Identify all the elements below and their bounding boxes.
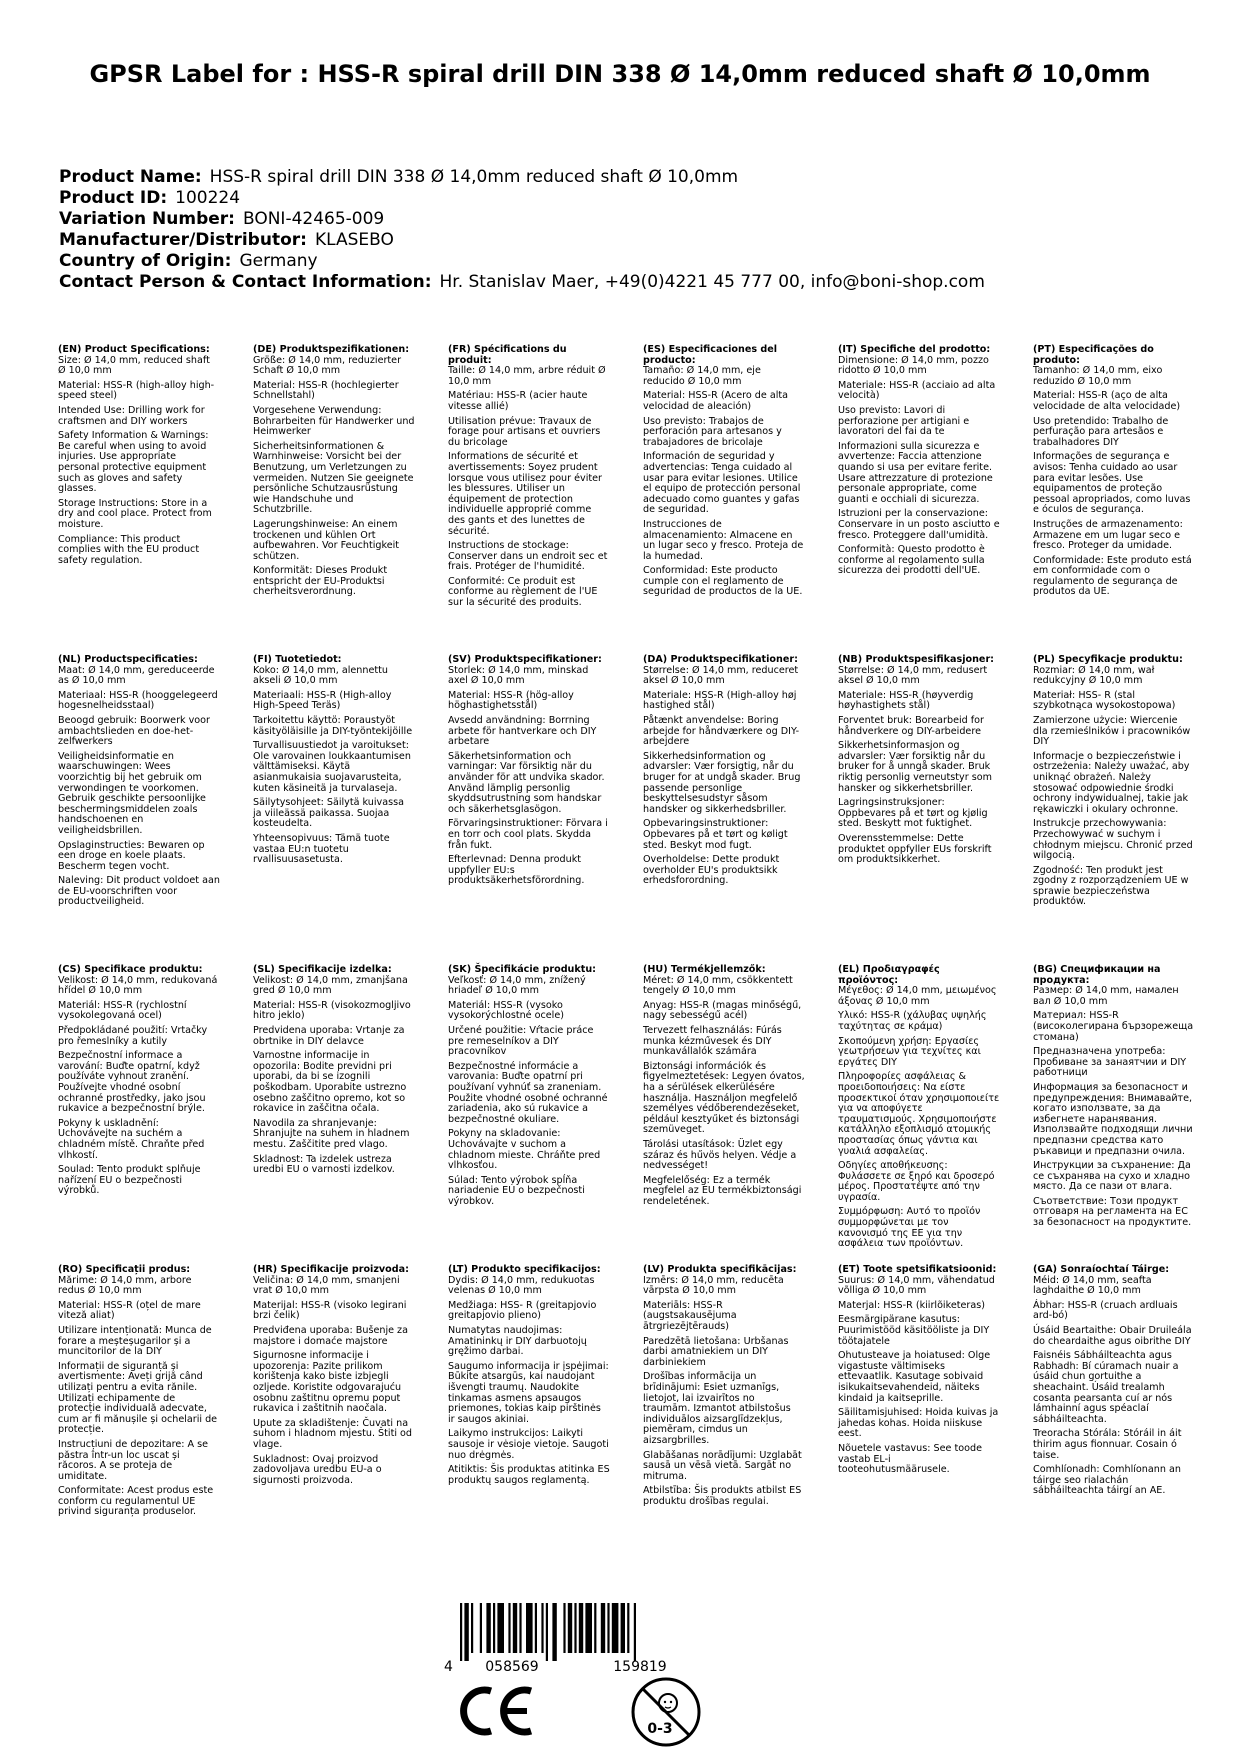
- barcode-bar: [634, 1603, 636, 1661]
- spec-paragraph: Úsáid Beartaithe: Obair Druileála do cheardaithe agus oibrithe DIY: [1033, 1324, 1192, 1347]
- language-heading: (CS) Specifikace produktu:: [58, 964, 203, 975]
- language-block: [1033, 965, 1195, 1233]
- spec-paragraph: Οδηγίες αποθήκευσης: Φυλάσσετε σε ξηρό και δροσερό μέρος. Προστατέψτε από την υγρασία.: [838, 1160, 995, 1203]
- spec-paragraph: Ohutusteave ja hoiatused: Olge vigastuste vältimiseks ettevaatlik. Kasutage sobivaid isikukaitsevahendeid, näiteks kindaid ja kaitseprille.: [838, 1350, 991, 1404]
- spec-paragraph: Atitiktis: Šis produktas atitinka ES produktų saugos reglamentą.: [448, 1464, 610, 1486]
- spec-paragraph: Eesmärgipärane kasutus: Puurimistööd käsitööliste ja DIY töötajatele: [838, 1314, 990, 1347]
- spec-paragraph: Instrucțiuni de depozitare: A se păstra într-un loc uscat și răcoros. A se proteja de umiditate.: [58, 1438, 209, 1482]
- ce-mark-icon: [457, 1683, 537, 1739]
- info-row: [59, 230, 1189, 251]
- language-block: [838, 345, 1000, 581]
- spec-paragraph: Velikost: Ø 14,0 mm, redukovaná hřídel Ø 10,0 mm: [58, 974, 218, 997]
- barcode-bar: [486, 1603, 490, 1653]
- spec-paragraph: Sikkerhedsinformation og advarsler: Vær forsigtig, når du bruger for at undgå skader. Brug passende personlige beskyttelsesudstyr såsom handsker og sikkerhedsbriller.: [643, 750, 801, 815]
- spec-paragraph: Conformità: Questo prodotto è conforme al regolamento sulla sicurezza dei prodotti dell'UE.: [838, 544, 985, 577]
- spec-paragraph: Material: HSS-R (Acero de alta velocidad de aleación): [643, 390, 789, 412]
- language-heading: (PT) Especificações do produto:: [1033, 344, 1154, 366]
- spec-paragraph: Materjal: HSS-R (kiirlõiketeras): [838, 1299, 985, 1311]
- barcode-digits-3: 159819: [613, 1659, 667, 1673]
- spec-paragraph: Rozmiar: Ø 14,0 mm, wał redukcyjny Ø 10,0 mm: [1033, 664, 1155, 687]
- spec-paragraph: Yhteensopivuus: Tämä tuote vastaa EU:n tuotetu rvallisuusasetusta.: [253, 832, 390, 866]
- barcode-bar: [546, 1603, 548, 1661]
- language-block: [1033, 1265, 1195, 1501]
- spec-paragraph: Treoracha Stórála: Stóráil in áit thirim agus fionnuar. Cosain ó taise.: [1033, 1428, 1182, 1461]
- spec-paragraph: Faisnéis Sábháilteachta agus Rabhadh: Bí cúramach nuair a úsáid chun gortuithe a sheachaint. Úsáid trealamh cosanta pearsanta cuí ar nós lámhainní agus spéaclaí sábháilteachta.: [1033, 1350, 1179, 1425]
- spec-paragraph: Bezpečnostní informace a varování: Buďte opatrní, když používáte vyhnout zranění. Používejte vhodné osobní ochranné prostředky, jako jsou rukavice a bezpečnostní brýle.: [58, 1050, 206, 1115]
- language-heading: (SV) Produktspecifikationer:: [448, 654, 602, 665]
- spec-paragraph: Инструкции за съхранение: Да се съхранява на сухо и хладно място. Да се пази от влага.: [1033, 1160, 1191, 1193]
- spec-paragraph: Instruções de armazenamento: Armazene em um lugar seco e fresco. Proteger da umidade.: [1033, 518, 1183, 552]
- spec-paragraph: Materiale: HSS-R (høyverdig høyhastighets stål): [838, 689, 974, 712]
- spec-paragraph: Material: HSS-R (hög-alloy höghastighetsstål): [448, 689, 574, 712]
- barcode-digits-2: 058569: [485, 1659, 539, 1673]
- spec-paragraph: Uso previsto: Trabajos de perforación para artesanos y trabajadores de bricolaje: [643, 415, 782, 448]
- spec-paragraph: Opslaginstructies: Bewaren op een droge en koele plaats. Bescherm tegen vocht.: [58, 839, 205, 872]
- spec-paragraph: Πληροφορίες ασφάλειας & προειδοποιήσεις: Να είστε προσεκτικοί όταν χρησιμοποιείτε για να αποφύγετε τραυματισμούς. Χρησιμοποιήστε κατάλληλο εξοπλισμό ατομικής προστασίας όπως γάντια και γυαλιά ασφαλείας.: [838, 1071, 1000, 1157]
- spec-paragraph: Tervezett felhasználás: Fúrás munka kézművesek és DIY munkavállalók számára: [643, 1024, 782, 1058]
- spec-paragraph: Materiaal: HSS-R (hooggelegeerd hogesnelheidsstaal): [58, 689, 218, 712]
- language-heading: (SL) Specifikacije izdelka:: [253, 964, 392, 975]
- spec-paragraph: Laikymo instrukcijos: Laikyti sausoje ir vėsioje vietoje. Saugoti nuo drėgmės.: [448, 1428, 609, 1461]
- spec-paragraph: Påtænkt anvendelse: Boring arbejde for håndværkere og DIY-arbejdere: [643, 714, 800, 748]
- spec-paragraph: Материал: HSS-R (високолегирана бързорежеща стомана): [1033, 1010, 1194, 1043]
- spec-paragraph: Materiāls: HSS-R (augstsakausējuma ātrgriezējtērauds): [643, 1299, 737, 1332]
- barcode-bar: [541, 1603, 543, 1653]
- language-block: [448, 345, 610, 613]
- spec-paragraph: Size: Ø 14,0 mm, reduced shaft Ø 10,0 mm: [58, 354, 210, 377]
- barcode-bar: [508, 1603, 510, 1653]
- spec-paragraph: Zamierzone użycie: Wiercenie dla rzemieślników i pracowników DIY: [1033, 714, 1191, 748]
- language-heading: (FI) Tuotetiedot:: [253, 654, 342, 665]
- spec-paragraph: Utilisation prévue: Travaux de forage pour artisans et ouvriers du bricolage: [448, 415, 601, 448]
- spec-paragraph: Informations de sécurité et avertissements: Soyez prudent lorsque vous utilisez pour éviter les blessures. Utiliser un équipement de protection individuelle approprié comme des gants et des lunettes de sécurité.: [448, 451, 602, 537]
- spec-paragraph: Conformité: Ce produit est conforme au règlement de l'UE sur la sécurité des produits.: [448, 575, 598, 609]
- barcode-bar: [480, 1603, 482, 1653]
- language-heading: (GA) Sonraíochtaí Táirge:: [1033, 1264, 1170, 1275]
- language-block: [58, 345, 220, 570]
- barcode-bar: [612, 1603, 619, 1653]
- spec-paragraph: Förvaringsinstruktioner: Förvara i en torr och cool plats. Skydda från fukt.: [448, 818, 608, 851]
- language-heading: (LV) Produkta specifikācijas:: [643, 1264, 797, 1275]
- language-block: [253, 1265, 415, 1490]
- spec-paragraph: Conformidad: Este producto cumple con el reglamento de seguridad de productos de la UE.: [643, 565, 803, 598]
- language-heading: (EL) Προδιαγραφές προϊόντος:: [838, 964, 940, 986]
- language-block: [643, 1265, 805, 1511]
- spec-paragraph: Storage Instructions: Store in a dry and cool place. Protect from moisture.: [58, 497, 212, 530]
- spec-paragraph: Matériau: HSS-R (acier haute vitesse allié): [448, 390, 588, 412]
- spec-paragraph: Información de seguridad y advertencias: Tenga cuidado al usar para evitar lesiones. Utilice el equipo de protección personal adecuado como guantes y gafas de seguridad.: [643, 451, 801, 516]
- spec-paragraph: Ábhar: HSS-R (cruach ardluais ard-bó): [1033, 1299, 1178, 1322]
- language-heading: (LT) Produkto specifikacijos:: [448, 1264, 601, 1275]
- spec-paragraph: Izmērs: Ø 14,0 mm, reducēta vārpsta Ø 10,0 mm: [643, 1274, 784, 1297]
- spec-paragraph: Sikkerhetsinformasjon og advarsler: Vær forsiktig når du bruker for å unngå skader. Bruk riktig personlig verneutstyr som hansker og sikkerhetsbriller.: [838, 740, 992, 794]
- language-heading: (HR) Specifikacije proizvoda:: [253, 1264, 409, 1275]
- language-block: [448, 1265, 610, 1490]
- spec-paragraph: Uso pretendido: Trabalho de perfuração para artesãos e trabalhadores DIY: [1033, 415, 1169, 448]
- spec-paragraph: Sukladnost: Ovaj proizvod zadovoljava uredbu EU-a o sigurnosti proizvoda.: [253, 1453, 382, 1486]
- spec-paragraph: Instrukcje przechowywania: Przechowywać w suchym i chłodnym miejscu. Chronić przed wilgocią.: [1033, 818, 1193, 862]
- spec-paragraph: Méid: Ø 14,0 mm, seafta laghdaithe Ø 10,0 mm: [1033, 1274, 1152, 1297]
- info-label: Contact Person & Contact Information:: [59, 272, 432, 292]
- page-title: GPSR Label for : HSS-R spiral drill DIN 338 Ø 14,0mm reduced shaft Ø 10,0mm: [89, 60, 1151, 88]
- spec-paragraph: Lagerungshinweise: An einem trockenen und kühlen Ort aufbewahren. Vor Feuchtigkeit schützen.: [253, 518, 400, 562]
- spec-paragraph: Materiale: HSS-R (High-alloy høj hastighed stål): [643, 689, 797, 712]
- spec-paragraph: Materiał: HSS- R (stal szybkotnąca wysokostopowa): [1033, 689, 1176, 712]
- info-value: HSS-R spiral drill DIN 338 Ø 14,0mm reduced shaft Ø 10,0mm: [209, 167, 739, 187]
- language-heading: (FR) Spécifications du produit:: [448, 344, 567, 366]
- language-block: [253, 655, 415, 870]
- spec-paragraph: Glabāšanas norādījumi: Uzglabāt sausā un vēsā vietā. Sargāt no mitruma.: [643, 1449, 802, 1482]
- spec-paragraph: Turvallisuustiedot ja varoitukset: Ole varovainen loukkaantumisen välttämiseksi. Käytä asianmukaisia suojavarusteita, kuten käsineitä ja turvalaseja.: [253, 740, 411, 794]
- spec-paragraph: Materiál: HSS-R (vysoko vysokorýchlostné ocele): [448, 999, 564, 1022]
- spec-paragraph: Upute za skladištenje: Čuvati na suhom i hladnom mjestu. Štiti od vlage.: [253, 1417, 413, 1450]
- language-heading: (DA) Produktspecifikationer:: [643, 654, 798, 665]
- language-heading: (SK) Špecifikácie produktu:: [448, 964, 597, 975]
- barcode-bar: [519, 1603, 521, 1653]
- info-label: Country of Origin:: [59, 251, 232, 271]
- spec-paragraph: Predviđena uporaba: Bušenje za majstore i domaće majstore: [253, 1324, 408, 1347]
- language-block: [448, 655, 610, 891]
- spec-paragraph: Navodila za shranjevanje: Shranjujte na suhem in hladnem mestu. Zaščitite pred vlago.: [253, 1117, 410, 1150]
- spec-paragraph: Instructions de stockage: Conserver dans un endroit sec et frais. Protéger de l'humidité.: [448, 540, 608, 573]
- spec-paragraph: Material: HSS-R (high-alloy high-speed steel): [58, 379, 215, 402]
- spec-paragraph: Veľkosť: Ø 14,0 mm, znížený hriadeľ Ø 10,0 mm: [448, 974, 586, 997]
- spec-paragraph: Größe: Ø 14,0 mm, reduzierter Schaft Ø 10,0 mm: [253, 354, 402, 377]
- language-heading: (DE) Produktspezifikationen:: [253, 344, 410, 355]
- language-block: [838, 1265, 1000, 1480]
- spec-paragraph: Safety Information & Warnings: Be careful when using to avoid injuries. Use appropriate personal protective equipment such as gloves and safety glasses.: [58, 430, 209, 495]
- spec-paragraph: Informații de siguranță și avertismente: Aveți grijă când utilizați pentru a evita rănile. Utilizați echipamente de protecție individuală adecvate, cum ar fi mănușile și ochelarii de protecție.: [58, 1360, 218, 1436]
- spec-paragraph: Säilitamisjuhised: Hoida kuivas ja jahedas kohas. Hoida niiskuse eest.: [838, 1407, 999, 1440]
- spec-paragraph: Sigurnosne informacije i upozorenja: Pazite prilikom korištenja kako biste izbjegli ozljede. Koristite odgovarajuću osobnu zaštitnu opremu poput rukavica i zaštitnih naočala.: [253, 1350, 402, 1415]
- spec-paragraph: Storlek: Ø 14,0 mm, minskad axel Ø 10,0 mm: [448, 664, 589, 687]
- info-value: Hr. Stanislav Maer, +49(0)4221 45 777 00, info@boni-shop.com: [439, 272, 985, 292]
- barcode-bar: [574, 1603, 576, 1653]
- barcode-bar: [607, 1603, 609, 1653]
- info-row: [59, 251, 1189, 272]
- info-label: Product Name:: [59, 167, 202, 187]
- language-block: [253, 345, 415, 602]
- spec-paragraph: Megfelelőség: Ez a termék megfelel az EU termékbiztonsági rendeletének.: [643, 1174, 802, 1207]
- not-for-children-0-3-icon: [630, 1676, 702, 1748]
- barcode-bar: [493, 1603, 495, 1653]
- spec-paragraph: Zgodność: Ten produkt jest zgodny z rozporządzeniem UE w sprawie bezpieczeństwa produktów.: [1033, 864, 1189, 908]
- spec-paragraph: Informazioni sulla sicurezza e avvertenze: Faccia attenzione quando si usa per evitare ferite. Usare attrezzature di protezione personale appropriate, come guanti e occhiali di sicurezza.: [838, 440, 993, 505]
- language-heading: (IT) Specifiche del prodotto:: [838, 344, 991, 355]
- language-block: [838, 965, 1000, 1254]
- language-heading: (ES) Especificaciones del producto:: [643, 344, 778, 366]
- spec-paragraph: Informacje o bezpieczeństwie i ostrzeżenia: Należy uważać, aby uniknąć obrażeń. Należy stosować odpowiednie środki ochrony indywidualnej, takie jak rękawiczki i okulary ochronne.: [1033, 750, 1190, 815]
- product-info: [59, 167, 1189, 293]
- spec-paragraph: Určené použitie: Vŕtacie práce pre remeselníkov a DIY pracovníkov: [448, 1024, 594, 1058]
- spec-paragraph: Beoogd gebruik: Boorwerk voor ambachtslieden en doe-het-zelfwerkers: [58, 714, 210, 748]
- spec-paragraph: Suurus: Ø 14,0 mm, vähendatud võlliga Ø 10,0 mm: [838, 1274, 995, 1297]
- spec-paragraph: Tarkoitettu käyttö: Poraustyöt käsityöläisille ja DIY-työntekijöille: [253, 714, 413, 737]
- language-heading: (PL) Specyfikacje produktu:: [1033, 654, 1183, 665]
- language-heading: (RO) Specificații produs:: [58, 1264, 191, 1275]
- spec-paragraph: Comhlíonadh: Comhlíonann an táirge seo rialachán sábháilteachta táirgí an AE.: [1033, 1464, 1181, 1497]
- spec-paragraph: Předpokládané použití: Vrtačky pro řemeslníky a kutily: [58, 1024, 208, 1047]
- spec-paragraph: Mărime: Ø 14,0 mm, arbore redus Ø 10,0 mm: [58, 1274, 192, 1297]
- spec-paragraph: Dimensione: Ø 14,0 mm, pozzo ridotto Ø 10,0 mm: [838, 354, 989, 377]
- language-block: [1033, 345, 1195, 602]
- barcode-bar: [601, 1603, 605, 1653]
- language-heading: (ET) Toote spetsifikatsioonid:: [838, 1264, 997, 1275]
- info-value: KLASEBO: [314, 230, 394, 250]
- spec-paragraph: Varnostne informacije in opozorila: Bodite previdni pri uporabi, da bi se izognili poškodbam. Uporabite ustrezno osebno zaščitno opremo, kot so rokavice in zaščitna očala.: [253, 1050, 407, 1115]
- info-row: [59, 167, 1189, 188]
- spec-paragraph: Opbevaringsinstruktioner: Opbevares på et tørt og køligt sted. Beskyt mod fugt.: [643, 818, 788, 851]
- barcode-bar: [535, 1603, 537, 1653]
- spec-paragraph: Material: HSS-R (visokozmogljivo hitro jeklo): [253, 999, 411, 1022]
- spec-paragraph: Efterlevnad: Denna produkt uppfyller EU:s produktsäkerhetsförordning.: [448, 854, 585, 887]
- barcode-bar: [594, 1603, 596, 1653]
- info-value: BONI-42465-009: [242, 209, 385, 229]
- barcode: [440, 1603, 740, 1673]
- spec-paragraph: Compliance: This product complies with the EU product safety regulation.: [58, 533, 200, 566]
- spec-paragraph: Veličina: Ø 14,0 mm, smanjeni vrat Ø 10,0 mm: [253, 1274, 400, 1297]
- language-block: [58, 965, 220, 1201]
- spec-paragraph: Velikost: Ø 14,0 mm, zmanjšana gred Ø 10,0 mm: [253, 974, 408, 997]
- spec-paragraph: Υλικό: HSS-R (χάλυβας υψηλής ταχύτητας σε κράμα): [838, 1010, 987, 1032]
- spec-paragraph: Информация за безопасност и предупреждения: Внимавайте, когато използвате, за да избегнете наранявания. Използвайте подходящи лични предпазни средства като ръкавици и предпазни очила.: [1033, 1081, 1193, 1157]
- barcode-digit-1: 4: [444, 1659, 453, 1673]
- language-block: [643, 965, 805, 1211]
- spec-paragraph: Bezpečnostné informácie a varovania: Buďte opatrní pri používaní vyhnúť sa zraneniam. Použite vhodné osobné ochranné zariadenia, ako sú rukavice a bezpečnostné okuliare.: [448, 1060, 608, 1125]
- spec-paragraph: Størrelse: Ø 14,0 mm, redusert aksel Ø 10,0 mm: [838, 664, 988, 687]
- barcode-bar: [579, 1603, 583, 1653]
- spec-paragraph: Størrelse: Ø 14,0 mm, reduceret aksel Ø 10,0 mm: [643, 664, 799, 687]
- spec-paragraph: Maat: Ø 14,0 mm, gereduceerde as Ø 10,0 mm: [58, 664, 215, 687]
- barcode-bar: [460, 1603, 462, 1661]
- spec-paragraph: Pokyny k uskladnění: Uchovávejte na suchém a chladném místě. Chraňte před vlhkostí.: [58, 1117, 205, 1161]
- spec-paragraph: Overholdelse: Dette produkt overholder EU's produktsikk erhedsforordning.: [643, 854, 780, 887]
- spec-paragraph: Skladnost: Ta izdelek ustreza uredbi EU o varnosti izdelkov.: [253, 1153, 395, 1176]
- spec-paragraph: Material: HSS-R (hochlegierter Schnellstahl): [253, 379, 399, 402]
- spec-paragraph: Materiál: HSS-R (rychlostní vysokolegovaná ocel): [58, 999, 187, 1022]
- spec-paragraph: Utilizare intenționată: Munca de forare a meșteșugarilor și a muncitorilor de la DIY: [58, 1324, 212, 1358]
- language-block: [253, 965, 415, 1180]
- age-label: 0-3: [647, 1721, 673, 1737]
- language-heading: (NL) Productspecificaties:: [58, 654, 198, 665]
- spec-paragraph: Numatytas naudojimas: Amatininkų ir DIY darbuotojų gręžimo darbai.: [448, 1324, 587, 1358]
- spec-paragraph: Uso previsto: Lavori di perforazione per artigiani e lavoratori del fai da te: [838, 404, 970, 438]
- spec-paragraph: Σκοπούμενη χρήση: Εργασίες γεωτρήσεων για τεχνίτες και εργάτες DIY: [838, 1035, 981, 1068]
- spec-paragraph: Drošības informācija un brīdinājumi: Esiet uzmanīgs, lietojot, lai izvairītos no traumām. Izmantot atbilstošus individuālos aizsarglīdzekļus, piemēram, cimdus un aizsargbrilles.: [643, 1371, 791, 1446]
- spec-paragraph: Forventet bruk: Borearbeid for håndverkere og DIY-arbeidere: [838, 714, 984, 737]
- spec-paragraph: Medžiaga: HSS- R (greitapjovio greitapjovio plieno): [448, 1299, 597, 1322]
- spec-paragraph: Pokyny na skladovanie: Uchovávajte v suchom a chladnom mieste. Chráňte pred vlhkosťou.: [448, 1128, 601, 1172]
- spec-paragraph: Μέγεθος: Ø 14,0 mm, μειωμένος άξονας Ø 10,0 mm: [838, 985, 997, 1007]
- barcode-bar: [552, 1603, 556, 1661]
- info-label: Product ID:: [59, 188, 168, 208]
- barcode-bar: [471, 1603, 473, 1653]
- spec-paragraph: Material: HSS-R (aço de alta velocidade de alta velocidade): [1033, 390, 1181, 412]
- barcode-bar: [464, 1603, 468, 1661]
- spec-paragraph: Размер: Ø 14,0 mm, намален вал Ø 10,0 mm: [1033, 985, 1179, 1007]
- spec-paragraph: Sicherheitsinformationen & Warnhinweise: Vorsicht bei der Benutzung, um Verletzungen zu vermeiden. Nutzen Sie geeignete persönliche Schutzausrüstung wie Handschuhe und Schutzbrille.: [253, 440, 414, 516]
- spec-paragraph: Tárolási utasítások: Üzlet egy száraz és hűvös helyen. Védje a nedvességet!: [643, 1138, 797, 1172]
- info-row: [59, 209, 1189, 230]
- spec-paragraph: Conformitate: Acest produs este conform cu regulamentul UE privind siguranța produselor.: [58, 1485, 214, 1518]
- barcode-bar: [513, 1603, 517, 1653]
- language-heading: (NB) Produktspesifikasjoner:: [838, 654, 995, 665]
- spec-paragraph: Taille: Ø 14,0 mm, arbre réduit Ø 10,0 mm: [448, 365, 606, 387]
- spec-paragraph: Súlad: Tento výrobok spĺňa nariadenie EÚ o bezpečnosti výrobkov.: [448, 1174, 585, 1207]
- spec-paragraph: Συμμόρφωση: Αυτό το προϊόν συμμορφώνεται με τον κανονισμό της ΕΕ για την ασφάλεια των προϊόντων.: [838, 1206, 981, 1250]
- spec-paragraph: Lagringsinstruksjoner: Oppbevares på et tørt og kjølig sted. Beskytt mot fuktighet.: [838, 797, 988, 830]
- spec-paragraph: Veiligheidsinformatie en waarschuwingen: Wees voorzichtig bij het gebruik om verwondingen te voorkomen. Gebruik geschikte persoonlijke beschermingsmiddelen zoals handschoenen en veiligheidsbrillen.: [58, 750, 206, 836]
- spec-paragraph: Informações de segurança e avisos: Tenha cuidado ao usar para evitar lesões. Use equipamentos de proteção pessoal apropriados, como luvas e óculos de segurança.: [1033, 451, 1191, 516]
- spec-paragraph: Koko: Ø 14,0 mm, alennettu akseli Ø 10,0 mm: [253, 664, 388, 687]
- info-label: Variation Number:: [59, 209, 235, 229]
- info-value: 100224: [175, 188, 241, 208]
- spec-paragraph: Overensstemmelse: Dette produktet oppfyller EUs forskrift om produktsikkerhet.: [838, 832, 992, 866]
- spec-paragraph: Dydis: Ø 14,0 mm, redukuotas velenas Ø 10,0 mm: [448, 1274, 595, 1297]
- language-block: [448, 965, 610, 1211]
- spec-paragraph: Atbilstība: Šis produkts atbilst ES produktu drošības regulai.: [643, 1485, 802, 1507]
- spec-paragraph: Nõuetele vastavus: See toode vastab EL-i tooteohutusmäärusele.: [838, 1442, 982, 1476]
- barcode-bar: [621, 1603, 625, 1653]
- spec-paragraph: Soulad: Tento produkt splňuje nařízení EU o bezpečnosti výrobků.: [58, 1164, 201, 1197]
- spec-paragraph: Naleving: Dit product voldoet aan de EU-voorschriften voor productveiligheid.: [58, 875, 220, 908]
- barcode-bar: [585, 1603, 592, 1653]
- info-row: [59, 188, 1189, 209]
- spec-paragraph: Instrucciones de almacenamiento: Almacene en un lugar seco y fresco. Proteja de la humedad.: [643, 518, 804, 562]
- language-block: [1033, 655, 1195, 912]
- spec-paragraph: Conformidade: Este produto está em conformidade com o regulamento de segurança de produtos da UE.: [1033, 554, 1192, 598]
- language-block: [838, 655, 1000, 870]
- spec-paragraph: Material: HSS-R (oțel de mare viteză aliat): [58, 1299, 201, 1322]
- spec-paragraph: Predvidena uporaba: Vrtanje za obrtnike in DIY delavce: [253, 1024, 405, 1047]
- spec-paragraph: Avsedd användning: Borrning arbete för hantverkare och DIY arbetare: [448, 714, 597, 748]
- language-block: [58, 655, 220, 912]
- spec-paragraph: Tamanho: Ø 14,0 mm, eixo reduzido Ø 10,0 mm: [1033, 365, 1163, 387]
- language-heading: (HU) Termékjellemzők:: [643, 964, 766, 975]
- spec-paragraph: Konformität: Dieses Produkt entspricht der EU-Produktsi cherheitsverordnung.: [253, 565, 388, 598]
- spec-paragraph: Anyag: HSS-R (magas minőségű, nagy sebességű acél): [643, 999, 802, 1022]
- info-label: Manufacturer/Distributor:: [59, 230, 307, 250]
- language-block: [58, 1265, 220, 1522]
- language-block: [643, 655, 805, 891]
- spec-paragraph: Méret: Ø 14,0 mm, csökkentett tengely Ø 10,0 mm: [643, 974, 793, 997]
- spec-paragraph: Säilytysohjeet: Säilytä kuivassa ja viileässä paikassa. Suojaa kosteudelta.: [253, 797, 404, 830]
- info-value: Germany: [239, 251, 318, 271]
- spec-paragraph: Paredzētā lietošana: Urbšanas darbi amatniekiem un DIY darbiniekiem: [643, 1335, 789, 1368]
- spec-paragraph: Materiaali: HSS-R (High-alloy High-Speed Teräs): [253, 689, 392, 712]
- language-heading: (BG) Спецификации на продукта:: [1033, 964, 1161, 986]
- barcode-bar: [497, 1603, 504, 1653]
- spec-paragraph: Intended Use: Drilling work for craftsmen and DIY workers: [58, 404, 205, 427]
- info-row: [59, 272, 1189, 293]
- spec-paragraph: Materiale: HSS-R (acciaio ad alta velocità): [838, 379, 996, 402]
- spec-paragraph: Предназначена употреба: Пробиване за занаятчии и DIY работници: [1033, 1046, 1187, 1079]
- spec-paragraph: Säkerhetsinformation och varningar: Var försiktig när du använder för att undvika skador. Använd lämplig personlig skyddsutrustning som handskar och säkerhetsglasögon.: [448, 750, 605, 815]
- barcode-bar: [627, 1603, 629, 1653]
- spec-paragraph: Съответствие: Този продукт отговаря на регламента на ЕС за безопасност на продуктите.: [1033, 1195, 1192, 1229]
- spec-paragraph: Biztonsági információk és figyelmeztetések: Legyen óvatos, ha a sérülések elkerülésére használja. Használjon megfelelő személyes védőberendezéseket, például kesztyűket és biztonsági szemüveget.: [643, 1060, 805, 1136]
- spec-paragraph: Istruzioni per la conservazione: Conservare in un posto asciutto e fresco. Proteggere dall'umidità.: [838, 508, 1000, 541]
- barcode-bar: [526, 1603, 533, 1653]
- spec-paragraph: Saugumo informacija ir įspėjimai: Būkite atsargūs, kai naudojant išvengti traumų. Naudokite tinkamas asmens apsaugos priemones, tokias kaip pirštinės ir saugos akiniai.: [448, 1360, 609, 1425]
- spec-paragraph: Tamaño: Ø 14,0 mm, eje reducido Ø 10,0 mm: [643, 365, 761, 387]
- barcode-bar: [568, 1603, 572, 1653]
- language-block: [643, 345, 805, 602]
- spec-paragraph: Materijal: HSS-R (visoko legirani brzi čelik): [253, 1299, 407, 1322]
- barcode-bar: [563, 1603, 565, 1653]
- spec-paragraph: Vorgesehene Verwendung: Bohrarbeiten für Handwerker und Heimwerker: [253, 404, 415, 438]
- language-heading: (EN) Product Specifications:: [58, 344, 210, 355]
